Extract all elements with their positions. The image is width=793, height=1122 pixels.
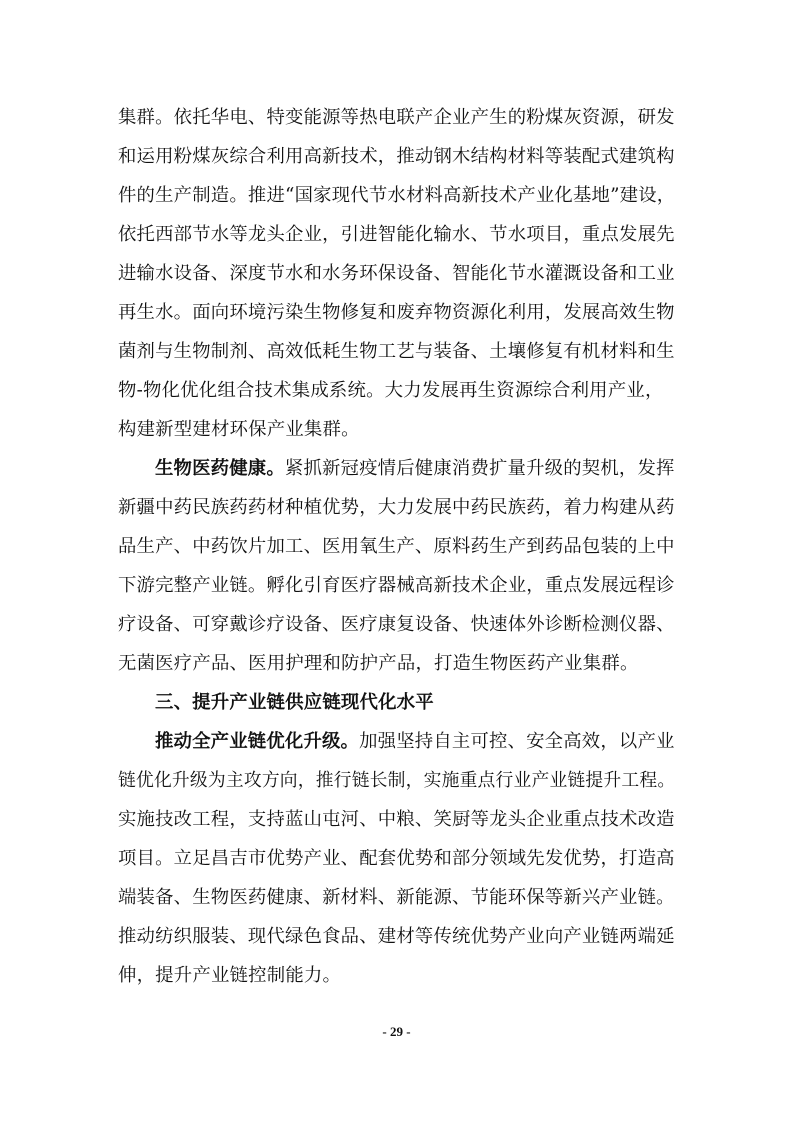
paragraph-line: 物-物化优化组合技术集成系统。大力发展再生资源综合利用产业，: [118, 380, 664, 401]
paragraph-line: 依托西部节水等龙头企业，引进智能化输水、节水项目，重点发展先: [118, 224, 675, 245]
paragraph-line: 品生产、中药饮片加工、医用氧生产、原料药生产到药品包装的上中: [118, 536, 675, 557]
paragraph-first-line: [155, 730, 675, 754]
bold-lead-text: 生物医药健康。: [155, 458, 285, 479]
paragraph-line: 和运用粉煤灰综合利用高新技术，推动钢木结构材料等装配式建筑构: [118, 146, 675, 167]
paragraph-line: 集群。依托华电、特变能源等热电联产企业产生的粉煤灰资源，研发: [118, 107, 675, 128]
page-number: - 29 -: [382, 1024, 411, 1039]
paragraph-line: 无菌医疗产品、医用护理和防护产品，打造生物医药产业集群。: [118, 653, 639, 674]
paragraph-line: 伸，提升产业链控制能力。: [118, 965, 342, 986]
paragraph-line: 菌剂与生物制剂、高效低耗生物工艺与装备、土壤修复有机材料和生: [118, 341, 675, 362]
paragraph-line: 端装备、生物医药健康、新材料、新能源、节能环保等新兴产业链。: [118, 887, 675, 908]
bold-lead-text: 推动全产业链优化升级。: [155, 731, 360, 752]
paragraph-line: 实施技改工程，支持蓝山屯河、中粮、笑厨等龙头企业重点技术改造: [118, 809, 675, 830]
paragraph-line-rest: 紧抓新冠疫情后健康消费扩量升级的契机，发挥: [284, 458, 675, 479]
paragraph-line: 再生水。面向环境污染生物修复和废弃物资源化利用，发展高效生物: [118, 302, 675, 323]
paragraph-first-line: [155, 457, 675, 481]
paragraph-line: 推动纺织服装、现代绿色食品、建材等传统优势产业向产业链两端延: [118, 926, 675, 947]
paragraph-line: 新疆中药民族药药材种植优势，大力发展中药民族药，着力构建从药: [118, 497, 675, 518]
paragraph-line: 进输水设备、深度节水和水务环保设备、智能化节水灌溉设备和工业: [118, 263, 675, 284]
paragraph-line: 链优化升级为主攻方向，推行链长制，实施重点行业产业链提升工程。: [118, 770, 676, 791]
paragraph-line: 项目。立足昌吉市优势产业、配套优势和部分领域先发优势，打造高: [118, 848, 675, 869]
paragraph-line: 构建新型建材环保产业集群。: [118, 419, 360, 440]
section-heading: 三、提升产业链供应链现代化水平: [155, 692, 434, 713]
paragraph-line: 下游完整产业链。孵化引育医疗器械高新技术企业，重点发展远程诊: [118, 575, 675, 596]
paragraph-line-rest: 加强坚持自主可控、安全高效，以产业: [359, 731, 675, 752]
paragraph-line: 疗设备、可穿戴诊疗设备、医疗康复设备、快速体外诊断检测仪器、: [118, 614, 675, 635]
paragraph-line: 件的生产制造。推进“国家现代节水材料高新技术产业化基地”建设，: [118, 185, 676, 206]
